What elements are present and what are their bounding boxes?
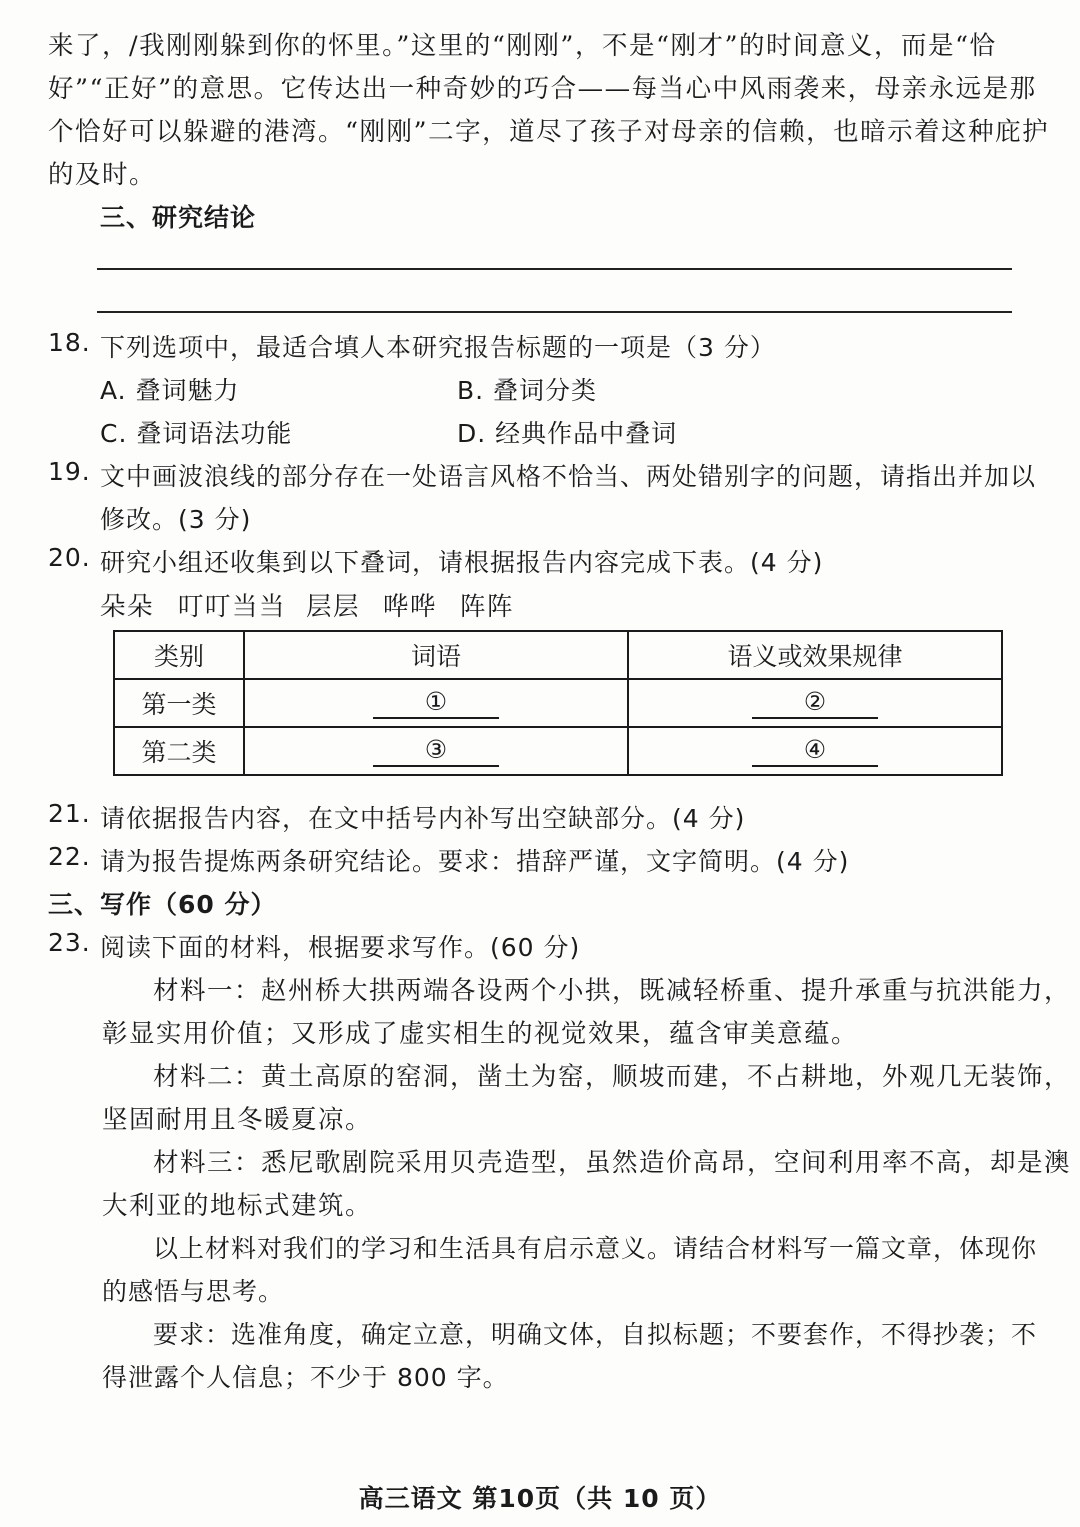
q19-text-line-1: 文中画波浪线的部分存在一处语言风格不恰当、两处错别字的问题，请指出并加以 xyxy=(100,462,1037,491)
q18-number: 18. xyxy=(48,328,91,357)
q23-number: 23. xyxy=(48,928,91,957)
material-1-line-2: 彰显实用价值；又形成了虚实相生的视觉效果，蕴含审美意蕴。 xyxy=(102,1019,859,1049)
q21-text: 请依据报告内容，在文中括号内补写出空缺部分。(4 分) xyxy=(100,804,746,833)
table-header-category: 类别 xyxy=(114,631,244,679)
section-heading-writing: 三、写作（60 分） xyxy=(48,890,277,919)
requirement-line-1: 要求：选准角度，确定立意，明确文体，自拟标题；不要套作，不得抄袭；不 xyxy=(153,1320,1038,1349)
passage-line-3: 个恰好可以躲避的港湾。“刚刚”二字，道尽了孩子对母亲的信赖，也暗示着这种庇护 xyxy=(48,117,1050,147)
table-row xyxy=(114,727,1002,775)
passage-line-1: 来了，/我刚刚躲到你的怀里。”这里的“刚刚”，不是“刚才”的时间意义，而是“恰 xyxy=(48,31,997,61)
q22-number: 22. xyxy=(48,842,91,871)
blank-1: ① xyxy=(373,687,499,719)
requirement-line-2: 得泄露个人信息；不少于 800 字。 xyxy=(102,1363,509,1392)
table-cell-words xyxy=(244,679,628,727)
q18-option-a: A. 叠词魅力 xyxy=(100,376,240,405)
table-row xyxy=(114,679,1002,727)
q20-answer-table xyxy=(113,630,1003,776)
q18-option-b: B. 叠词分类 xyxy=(457,376,598,405)
q23-text: 阅读下面的材料，根据要求写作。(60 分) xyxy=(100,933,581,962)
prompt-line-2: 的感悟与思考。 xyxy=(102,1277,285,1306)
table-cell-category: 第二类 xyxy=(114,727,244,775)
q19-number: 19. xyxy=(48,457,91,486)
q20-word-3: 层层 xyxy=(306,592,361,622)
blank-3: ③ xyxy=(373,735,499,767)
table-cell-words xyxy=(244,727,628,775)
material-1-line-1: 材料一：赵州桥大拱两端各设两个小拱，既减轻桥重、提升承重与抗洪能力， xyxy=(153,976,1072,1006)
page-footer: 高三语文 第10页（共 10 页） xyxy=(358,1484,722,1513)
table-cell-category: 第一类 xyxy=(114,679,244,727)
table-header-row xyxy=(114,631,1002,679)
q20-word-1: 朵朵 xyxy=(100,592,155,622)
answer-line-2 xyxy=(97,311,1012,313)
blank-2: ② xyxy=(752,687,878,719)
section-heading-conclusion: 三、研究结论 xyxy=(100,203,257,232)
q21-number: 21. xyxy=(48,799,91,828)
prompt-line-1: 以上材料对我们的学习和生活具有启示意义。请结合材料写一篇文章，体现你 xyxy=(153,1234,1038,1263)
q19-text-line-2: 修改。(3 分) xyxy=(100,505,252,534)
table-header-pattern: 语义或效果规律 xyxy=(628,631,1002,679)
table-header-words: 词语 xyxy=(244,631,628,679)
q18-option-c: C. 叠词语法功能 xyxy=(100,419,293,448)
q20-word-2: 叮叮当当 xyxy=(178,592,287,622)
material-2-line-1: 材料二：黄土高原的窑洞，凿土为窑，顺坡而建，不占耕地，外观几无装饰， xyxy=(153,1062,1072,1092)
material-3-line-1: 材料三：悉尼歌剧院采用贝壳造型，虽然造价高昂，空间利用率不高，却是澳 xyxy=(153,1148,1072,1178)
material-2-line-2: 坚固耐用且冬暖夏凉。 xyxy=(102,1105,373,1135)
blank-4: ④ xyxy=(752,735,878,767)
q22-text: 请为报告提炼两条研究结论。要求：措辞严谨，文字简明。(4 分) xyxy=(100,847,850,876)
q18-option-d: D. 经典作品中叠词 xyxy=(457,419,678,448)
table-cell-pattern xyxy=(628,727,1002,775)
q20-number: 20. xyxy=(48,543,91,572)
q20-word-4: 哗哗 xyxy=(383,592,438,622)
material-3-line-2: 大利亚的地标式建筑。 xyxy=(102,1191,373,1221)
table-cell-pattern xyxy=(628,679,1002,727)
answer-line-1 xyxy=(97,268,1012,270)
q20-word-5: 阵阵 xyxy=(460,592,515,622)
passage-line-4: 的及时。 xyxy=(48,160,157,190)
q20-text: 研究小组还收集到以下叠词，请根据报告内容完成下表。(4 分) xyxy=(100,548,824,577)
q18-text: 下列选项中，最适合填人本研究报告标题的一项是（3 分） xyxy=(100,333,776,362)
passage-line-2: 好”“正好”的意思。它传达出一种奇妙的巧合——每当心中风雨袭来，母亲永远是那 xyxy=(48,74,1037,104)
